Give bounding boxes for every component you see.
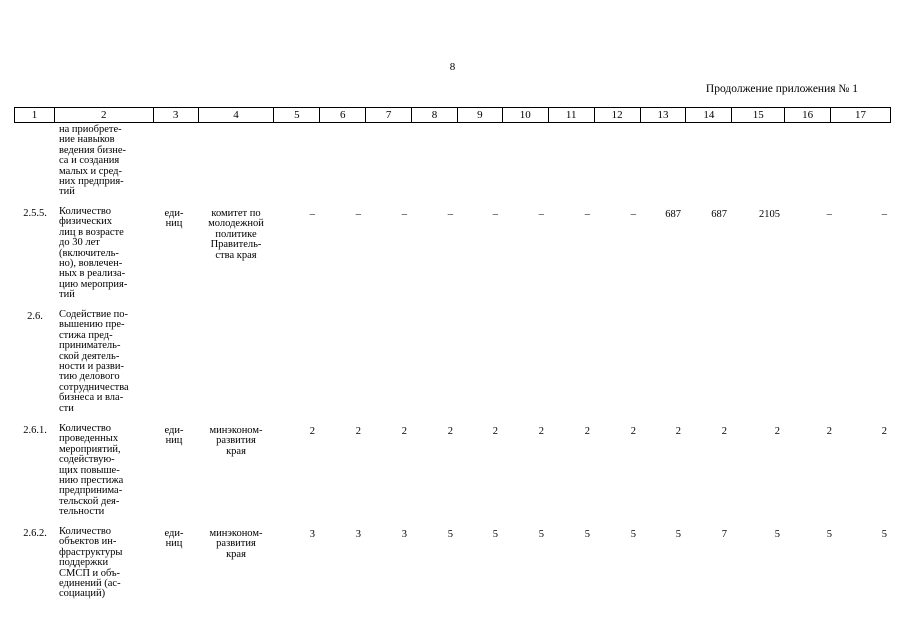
row-responsible: минэконом- развития края [209,528,263,560]
column-header: 2 [55,108,154,122]
row-value: 5 [538,529,544,540]
row-value: 2 [355,426,361,437]
row-value: – [447,209,453,220]
column-header: 13 [641,108,687,122]
row-value: 5 [774,529,780,540]
row-name: Количество объектов ин- фраструктуры поддержки СМСП и объ- единений (ас- социаций) [59,526,123,600]
column-header: 17 [854,109,866,121]
row-value: 2 [584,426,590,437]
row-value: 687 [711,209,727,220]
row-code: 2.6.1. [23,425,47,436]
column-header: 11 [549,108,595,122]
row-value: – [309,209,315,220]
row-value: – [401,209,407,220]
row-value: – [630,209,636,220]
column-header: 12 [595,108,641,122]
row-value: 2 [721,426,727,437]
table-header-row [14,107,891,123]
column-header: 1 [15,108,55,122]
row-responsible: комитет по молодежной политике Правитель- ства края [208,208,264,261]
row-unit: еди- ниц [164,528,184,550]
row-value: 5 [584,529,590,540]
row-value: – [584,209,590,220]
column-header: 4 [199,108,275,122]
row-value: 5 [630,529,636,540]
column-header: 10 [503,108,549,122]
row-value: – [881,209,887,220]
column-header: 14 [686,108,732,122]
row-value: 2 [492,426,498,437]
row-value: 5 [675,529,681,540]
column-header: 3 [154,108,199,122]
column-header: 16 [785,108,831,122]
row-value: 7 [721,529,727,540]
row-value: 687 [665,209,681,220]
row-name: Содействие по- вышению пре- стижа пред- приниматель- ской деятель- ности и разви- тию делового сотрудничества бизнеса и вла- сти [59,309,129,414]
page-number: 8 [449,61,456,73]
row-value: 2 [447,426,453,437]
column-header: 9 [458,108,503,122]
row-value: – [826,209,832,220]
row-value: 3 [401,529,407,540]
row-value: 5 [826,529,832,540]
row-value: 2 [309,426,315,437]
row-responsible: минэконом- развития края [209,425,263,457]
row-value: 2 [675,426,681,437]
row-code: 2.5.5. [23,208,47,219]
row-name: Количество проведенных мероприятий, содействую- щих повыше- нию престижа предпринима- тельской дея- тельности [59,423,124,518]
row-code: 2.6. [27,311,43,322]
row-value: 5 [492,529,498,540]
row-name: на приобрете- ние навыков ведения бизне- са и создания малых и сред- них предприя- тий [59,124,126,198]
row-code: 2.6.2. [23,528,47,539]
row-value: 2 [401,426,407,437]
column-header: 7 [366,108,412,122]
row-value: 2105 [759,209,780,220]
row-value: 2 [826,426,832,437]
column-header: 6 [320,108,366,122]
row-unit: еди- ниц [164,208,184,230]
row-value: 2 [881,426,887,437]
column-header: 15 [732,108,785,122]
row-value: 2 [630,426,636,437]
row-value: 2 [538,426,544,437]
row-value: 3 [309,529,315,540]
column-header: 8 [412,108,458,122]
column-header: 5 [274,108,320,122]
row-name: Количество физических лиц в возрасте до 30 лет (включитель- но), вовлечен- ных в реализа- цию мероприя- тий [59,206,128,301]
row-value: 2 [774,426,780,437]
row-value: 3 [355,529,361,540]
row-value: 5 [881,529,887,540]
row-value: – [538,209,544,220]
row-value: – [355,209,361,220]
row-unit: еди- ниц [164,425,184,447]
row-value: – [492,209,498,220]
continuation-caption: Продолжение приложения № 1 [705,83,858,95]
row-value: 5 [447,529,453,540]
